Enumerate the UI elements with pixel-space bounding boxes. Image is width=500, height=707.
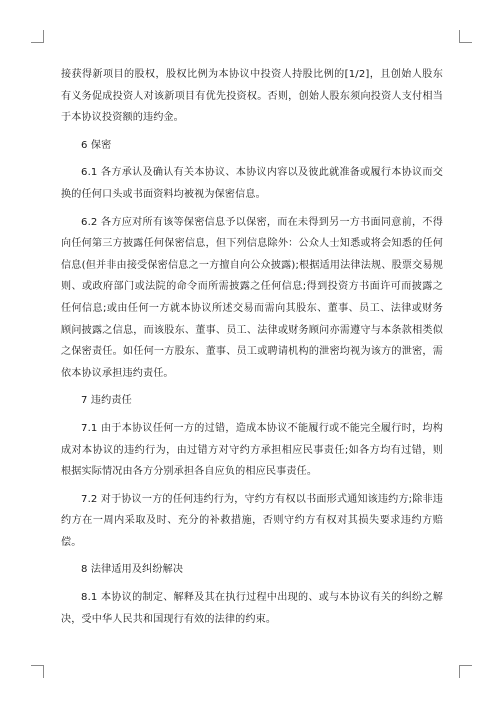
section-heading-governing-law: 8 法律适用及纠纷解决 — [81, 564, 184, 576]
section-heading-breach-liability: 7 违约责任 — [81, 395, 132, 407]
clause-6-2: 6.2 各方应对所有该等保密信息予以保密，而在未得到另一方书面同意前，不得向任何第三方披露任何保密信息，但下列信息除外：公众人士知悉或将会知悉的任何信息(但并非由接受保密信息之一方擅自向公众披露);根据适用法律法规、股票交易规则、或政府部门或法院的命令而所需披露之任何信息;得到投资方书面许可而披露之任何信息;或由任何一方就本协议所述交易而需向其股东、董事、员工、法律或财务顾问披露之信息，而该股东、董事、员工、法律或财务顾问亦需遵守与本条款相类似之保密责任。如任何一方股东、董事、员工或聘请机构的泄密均视为该方的泄密，需依本协议承担违约责任。 — [61, 216, 443, 379]
document-body — [61, 64, 443, 636]
section-heading-confidentiality: 6 保密 — [81, 139, 112, 151]
clause-8-1: 8.1 本协议的制定、解释及其在执行过程中出现的、或与本协议有关的纠纷之解决，受中华人民共和国现行有效的法律的约束。 — [61, 592, 443, 625]
crop-mark-top-right — [459, 30, 472, 43]
clause-7-2: 7.2 对于协议一方的任何违约行为，守约方有权以书面形式通知该违约方;除非违约方在一周内采取及时、充分的补救措施，否则守约方有权对其损失要求违约方赔偿。 — [61, 493, 443, 548]
crop-mark-bottom-right — [459, 665, 472, 678]
clause-7-1: 7.1 由于本协议任何一方的过错，造成本协议不能履行或不能完全履行时，均构成对本协议的违约行为，由过错方对守约方承担相应民事责任;如各方均有过错，则根据实际情况由各方分别承担各自应负的相应民事责任。 — [61, 422, 443, 478]
crop-mark-bottom-left — [31, 665, 44, 678]
crop-mark-top-left — [31, 30, 44, 43]
clause-6-1: 6.1 各方承认及确认有关本协议、本协议内容以及彼此就准备或履行本协议而交换的任何口头或书面资料均被视为保密信息。 — [61, 167, 443, 200]
paragraph-continuation: 接获得新项目的股权，股权比例为本协议中投资人持股比例的[1/2]，且创始人股东有义务促成投资人对该新项目有优先投资权。否则，创始人股东须向投资人支付相当于本协议投资额的违约金。 — [61, 69, 443, 124]
